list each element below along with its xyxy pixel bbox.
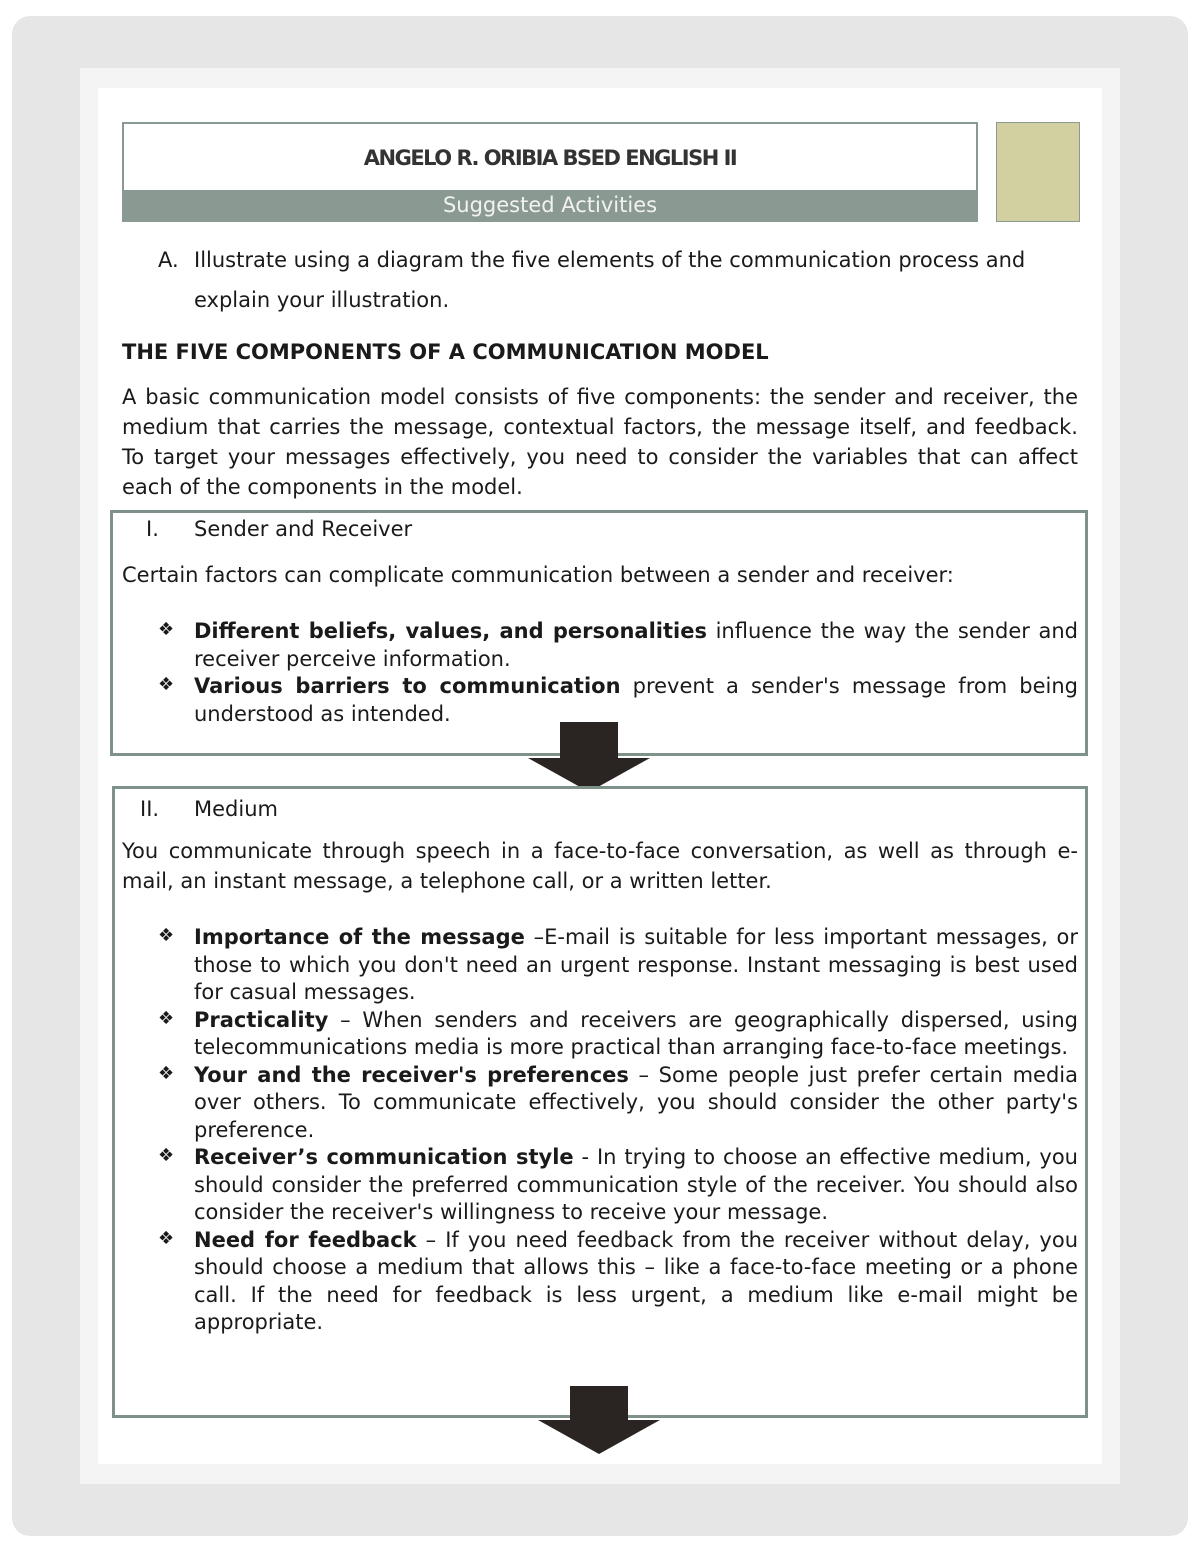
section-title: THE FIVE COMPONENTS OF A COMMUNICATION MODEL: [122, 340, 769, 364]
bullet-diamond-icon: ❖: [158, 619, 175, 640]
title-box: [122, 122, 978, 222]
list-item: [122, 618, 1078, 673]
section-heading-label: Medium: [194, 797, 278, 821]
bullet-term: Importance of the message: [194, 925, 525, 949]
section-lead-2: You communicate through speech in a face-to-face conversation, as well as through e-mail, an instant message, a telephone call, or a written letter.: [122, 839, 1078, 893]
list-item: [122, 1007, 1078, 1062]
activity-text: Illustrate using a diagram the five elements of the communication process and explain your illustration.: [194, 248, 1026, 312]
bullet-term: Receiver’s communication style: [194, 1145, 574, 1169]
bullet-term: Need for feedback: [194, 1227, 417, 1252]
suggested-activities-bar: Suggested Activities: [124, 190, 976, 220]
decorative-tan-box: [996, 122, 1080, 222]
bullet-text: - In trying to choose an effective medium, you should consider the preferred communication style of the receiver. You should also consider the receiver's willingness to receive your message.: [194, 1145, 1078, 1224]
down-arrow-icon: [538, 1386, 660, 1454]
section-heading-label: Sender and Receiver: [194, 517, 413, 541]
bullet-diamond-icon: ❖: [158, 1227, 175, 1249]
intro-paragraph: A basic communication model consists of five components: the sender and receiver, the medium that carries the message, contextual factors, the message itself, and feedback. To target your messages effectively, you need to consider the variables that can affect each of the components in the model.: [122, 385, 1078, 499]
bullet-term: Different beliefs, values, and personalities: [194, 619, 707, 643]
down-arrow-icon: [528, 722, 650, 792]
list-item: [122, 1227, 1078, 1337]
bullet-list-2: [122, 924, 1078, 1337]
bullet-diamond-icon: ❖: [158, 674, 175, 695]
list-item: [122, 673, 1078, 728]
bullet-text: – When senders and receivers are geographically dispersed, using telecommunications media is more practical than arranging face-to-face meetings.: [194, 1007, 1078, 1059]
bullet-term: Your and the receiver's preferences: [194, 1062, 629, 1087]
activity-letter: A.: [158, 248, 179, 272]
section-number: I.: [146, 517, 159, 541]
activity-item: [158, 240, 1078, 320]
bullet-list-1: [122, 618, 1078, 728]
bullet-text: –E-mail is suitable for less important messages, or those to which you don't need an urgent response. Instant messaging is best used for casual messages.: [194, 925, 1078, 1004]
bullet-text: prevent a sender's message from being understood as intended.: [194, 674, 1078, 726]
bullet-diamond-icon: ❖: [158, 1062, 175, 1084]
bullet-term: Various barriers to communication: [194, 674, 621, 698]
bullet-diamond-icon: ❖: [158, 1007, 175, 1029]
list-item: [122, 1144, 1078, 1227]
section-number: II.: [140, 797, 160, 821]
section-lead-1: Certain factors can complicate communication between a sender and receiver:: [122, 563, 954, 587]
list-item: [122, 924, 1078, 1007]
list-item: [122, 1062, 1078, 1145]
bullet-diamond-icon: ❖: [158, 1145, 175, 1166]
bullet-text: influence the way the sender and receiver perceive information.: [194, 619, 1078, 671]
bullet-diamond-icon: ❖: [158, 925, 175, 946]
bullet-term: Practicality: [194, 1007, 329, 1032]
bullet-text: – If you need feedback from the receiver without delay, you should choose a medium that allows this – like a face-to-face meeting or a phone call. If the need for feedback is less urgent, a medium like e-mail might be appropriate.: [194, 1227, 1079, 1334]
bullet-text: – Some people just prefer certain media over others. To communicate effectively, you should consider the other party's preference.: [194, 1062, 1078, 1142]
author-title: ANGELO R. ORIBIA BSED ENGLISH II: [363, 146, 737, 170]
